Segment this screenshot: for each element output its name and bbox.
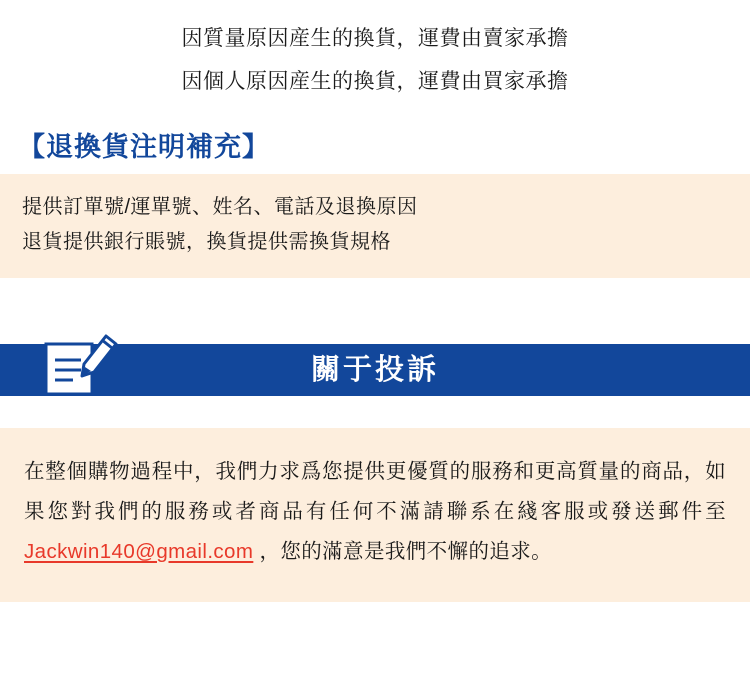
pencil-note-icon xyxy=(36,320,120,404)
return-note-heading: 【退換貨注明補充】 xyxy=(18,132,270,163)
complaint-paragraph xyxy=(24,452,726,572)
top-note-line: 因質量原因産生的換貨，運費由賣家承擔 xyxy=(181,27,569,50)
complaint-text-block xyxy=(0,428,750,602)
return-note-block xyxy=(0,174,750,278)
top-notes xyxy=(0,0,750,103)
top-note-line: 因個人原因産生的換貨，運費由買家承擔 xyxy=(181,69,569,93)
complaint-text-before: 在整個購物過程中，我們力求爲您提供更優質的服務和更高質量的商品，如果您對我們的服務或者商品有任何不滿請聯系在綫客服或發送郵件至 xyxy=(24,460,726,524)
return-note-line: 退貨提供銀行賬號，換貨提供需換貨規格 xyxy=(22,231,391,254)
complaint-text-after: ，您的滿意是我們不懈的追求。 xyxy=(253,540,553,564)
support-email-link[interactable]: Jackwin140@gmail.com xyxy=(24,540,254,564)
banner-title: 關于投訴 xyxy=(310,354,439,387)
return-note-line: 提供訂單號/運單號、姓名、電話及退換原因 xyxy=(22,196,418,219)
complaint-banner xyxy=(0,320,750,406)
